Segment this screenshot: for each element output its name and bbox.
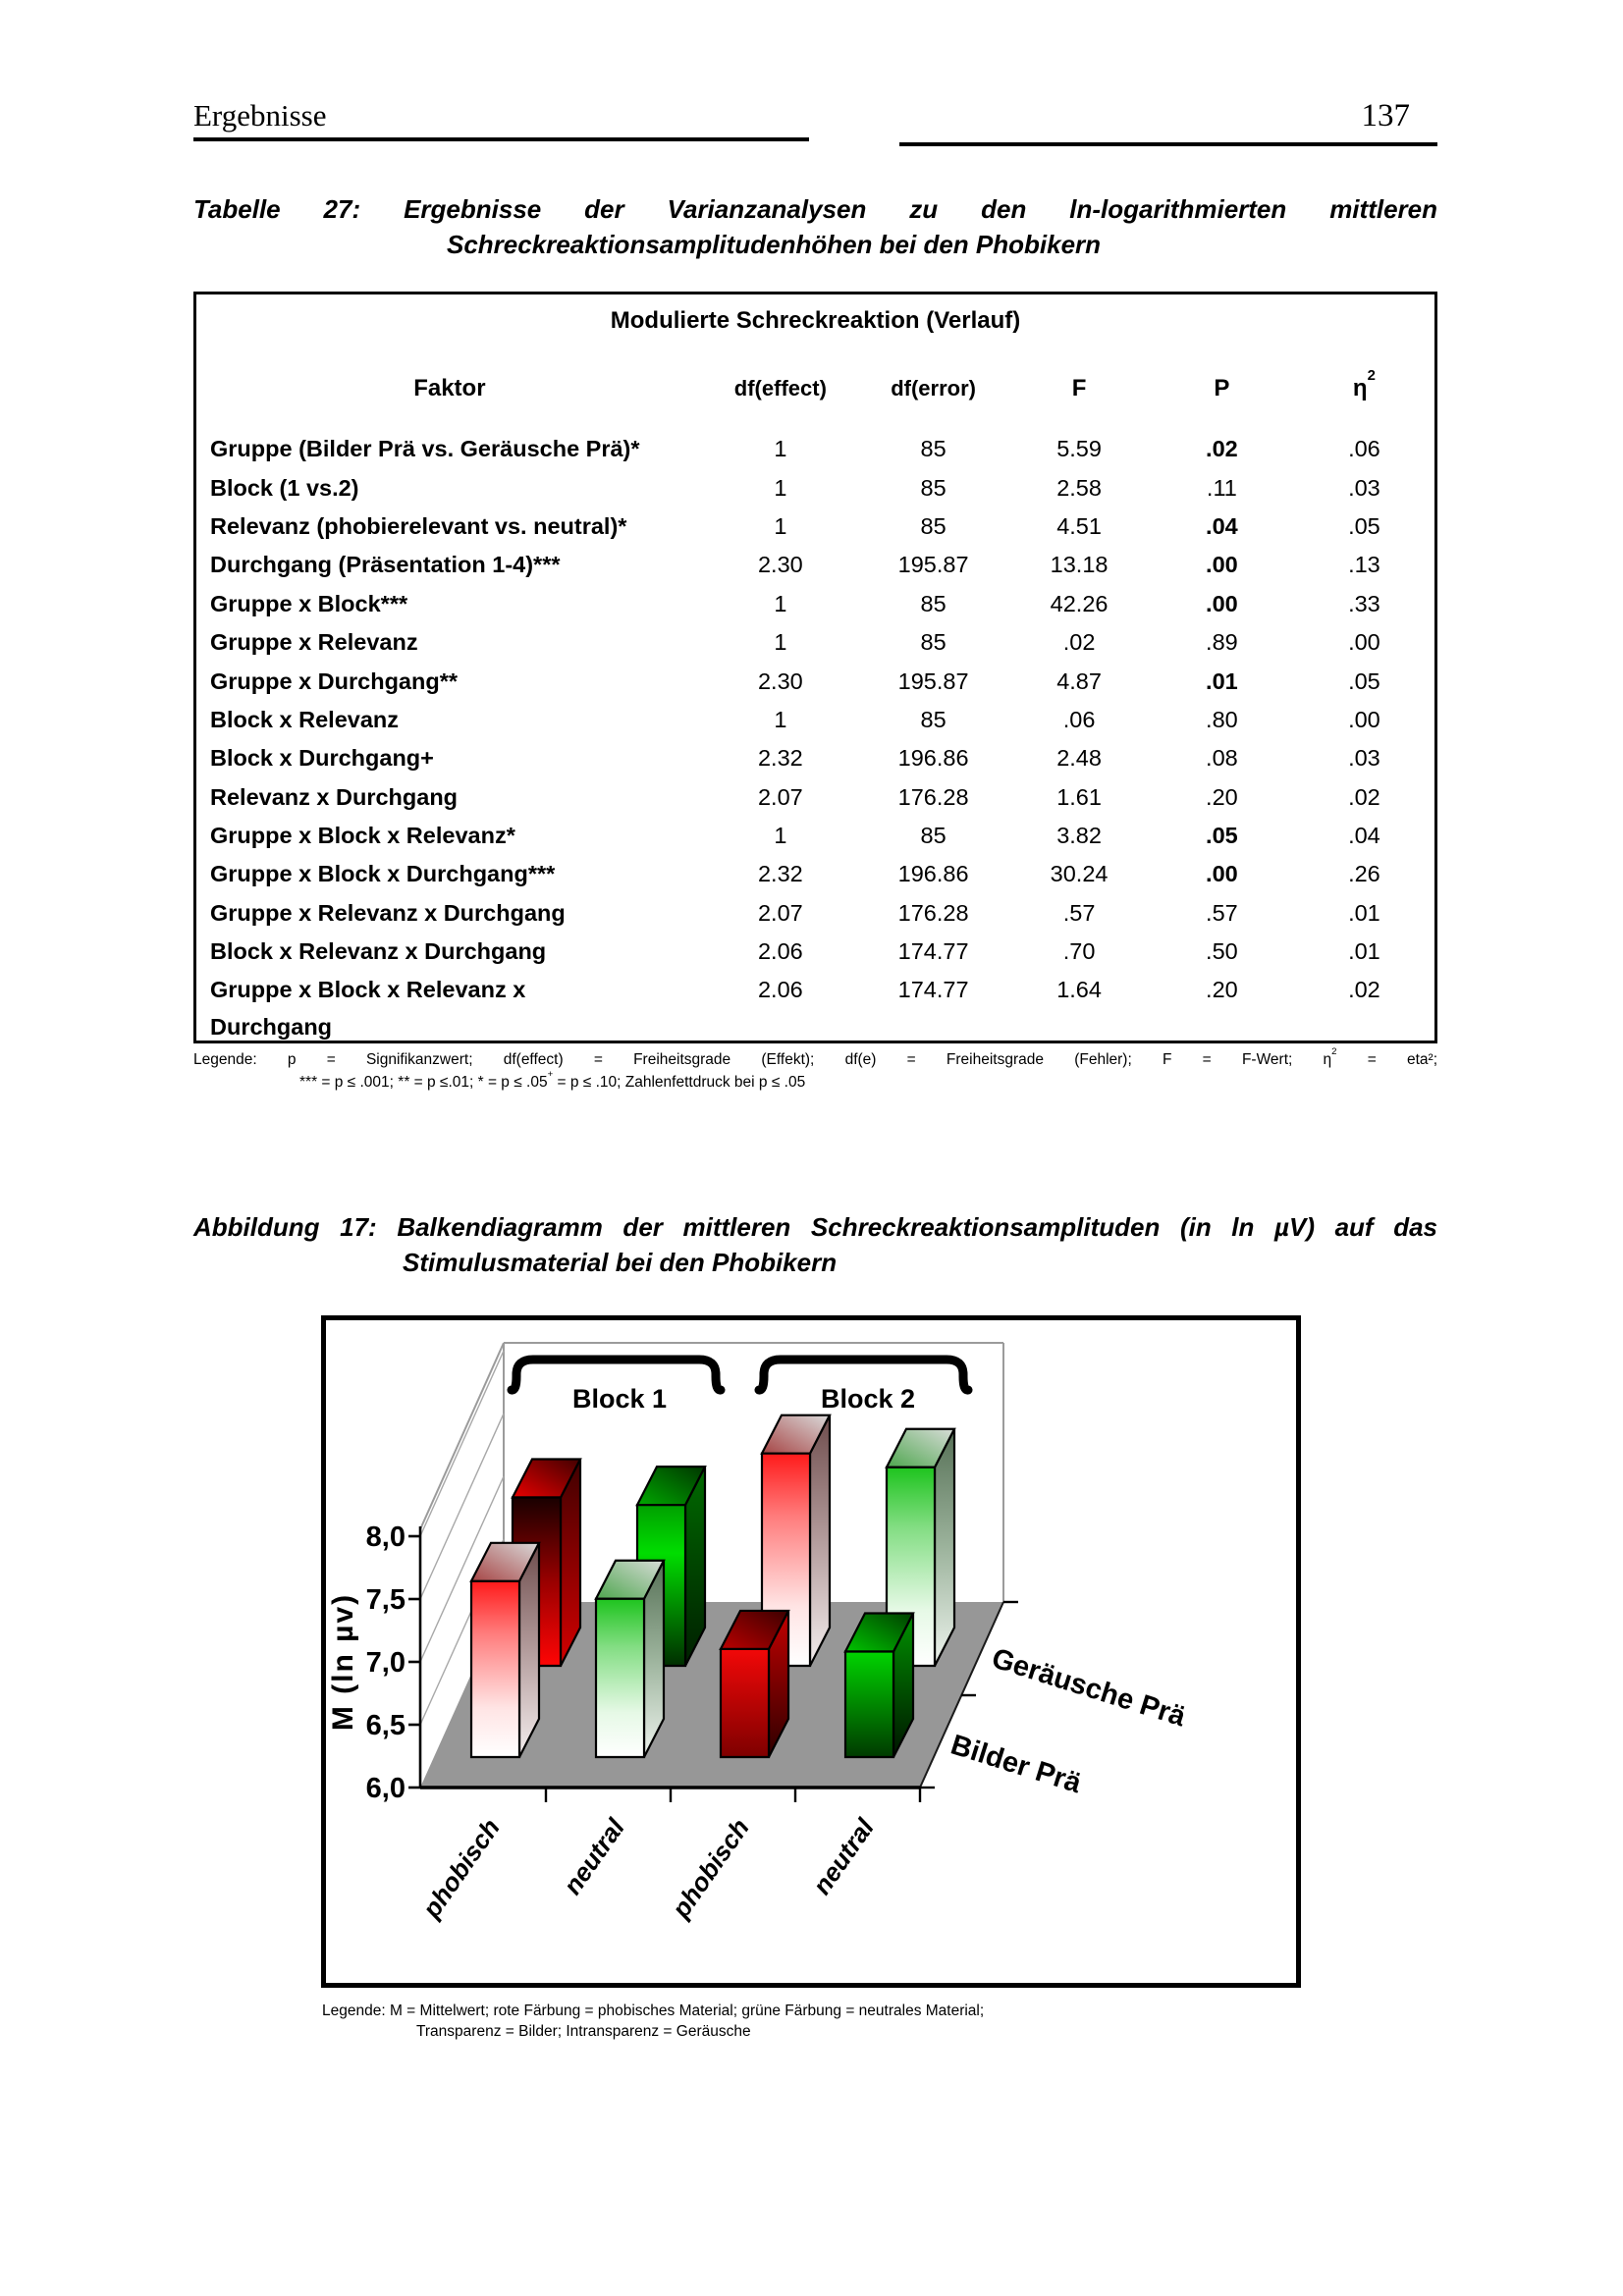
value-cell: 2.06 <box>757 977 803 1003</box>
bar-bilder-prä-neutral-3-face <box>845 1651 893 1757</box>
bar-chart-figure <box>321 1315 1301 1988</box>
block1-label: Block 1 <box>571 1384 668 1414</box>
figure-legend-line2: Transparenz = Bilder; Intransparenz = Geräusche <box>416 2022 751 2040</box>
value-cell: .50 <box>1206 938 1238 965</box>
y-axis <box>408 1526 420 1788</box>
value-cell: 2.32 <box>757 861 803 887</box>
value-cell: .13 <box>1348 552 1380 578</box>
value-cell: 1 <box>774 823 787 849</box>
factor-cell: Block x Relevanz x Durchgang <box>210 938 547 965</box>
running-head <box>193 98 1437 133</box>
table-legend <box>193 1045 1437 1094</box>
table-caption-label: Tabelle 27: <box>193 194 361 224</box>
table-row <box>196 623 1434 662</box>
value-cell: .06 <box>1062 706 1096 732</box>
value-cell: 85 <box>920 512 947 539</box>
value-cell: 1 <box>774 512 787 539</box>
figure-legend <box>322 2002 1402 2042</box>
table-caption-line2: Schreckreaktionsamplitudenhöhen bei den Phobikern <box>447 230 1102 259</box>
value-cell: 1 <box>774 436 787 462</box>
y-tick-8: 8,0 <box>365 1522 406 1553</box>
factor-cell: Gruppe x Block x Durchgang*** <box>210 861 556 887</box>
factor-cell: Gruppe x Durchgang** <box>210 667 459 694</box>
bar-geräusche-prä-phobisch-2-side <box>810 1415 830 1666</box>
value-cell: 2.07 <box>757 899 803 926</box>
value-cell: .05 <box>1206 823 1238 849</box>
value-cell: .04 <box>1348 823 1380 849</box>
table-row <box>196 546 1434 584</box>
y-tick-6-5: 6,5 <box>365 1710 406 1741</box>
value-cell: 4.87 <box>1056 667 1102 694</box>
value-cell: .89 <box>1206 629 1238 656</box>
factor-cell: Block x Relevanz <box>210 706 400 732</box>
value-cell: .57 <box>1062 899 1096 926</box>
x-label-phobisch-1: phobisch <box>416 1813 506 1924</box>
value-cell: 176.28 <box>897 783 969 810</box>
table-row <box>196 778 1434 817</box>
series-label-geraeusche-prae: Geräusche Prä <box>988 1642 1190 1734</box>
factor-cell: Gruppe x Relevanz <box>210 629 418 656</box>
table-row <box>196 430 1434 468</box>
header-rule-segment <box>899 142 1437 146</box>
figure-caption-line1: Abbildung 17: Balkendiagramm der mittleren Schreckreaktionsamplituden (in ln µV) auf das <box>193 1212 1437 1242</box>
value-cell: 1.64 <box>1056 977 1102 1003</box>
value-cell: 1 <box>774 629 787 656</box>
value-cell: 42.26 <box>1050 590 1109 616</box>
anova-table <box>193 292 1437 1043</box>
value-cell: .57 <box>1206 899 1238 926</box>
value-cell: .00 <box>1206 861 1238 887</box>
value-cell: 30.24 <box>1050 861 1109 887</box>
table-row <box>196 507 1434 546</box>
bar-bilder-prä-phobisch-0-face <box>471 1581 519 1757</box>
col-header-factor: Faktor <box>413 374 486 401</box>
value-cell: .03 <box>1348 745 1380 772</box>
value-cell: .01 <box>1348 899 1380 926</box>
table-caption <box>193 192 1437 261</box>
value-cell: .20 <box>1206 783 1238 810</box>
value-cell: .11 <box>1206 474 1237 501</box>
value-cell: 174.77 <box>897 977 969 1003</box>
y-tick-7: 7,0 <box>365 1647 406 1679</box>
value-cell: .00 <box>1348 629 1380 656</box>
table-row <box>196 894 1434 933</box>
value-cell: .03 <box>1348 474 1380 501</box>
value-cell: 2.48 <box>1056 745 1102 772</box>
value-cell: .01 <box>1206 667 1238 694</box>
value-cell: .20 <box>1206 977 1238 1003</box>
value-cell: 2.30 <box>757 667 803 694</box>
value-cell: .33 <box>1348 590 1380 616</box>
value-cell: .00 <box>1206 552 1238 578</box>
anova-table-rows <box>196 430 1434 1043</box>
value-cell: 4.51 <box>1056 512 1102 539</box>
table-row <box>196 468 1434 507</box>
figure-caption-line2: Stimulusmaterial bei den Phobikern <box>403 1248 838 1277</box>
y-axis-label: M (ln µv) <box>327 1592 359 1732</box>
value-cell: .08 <box>1206 745 1238 772</box>
header-rule <box>193 137 809 141</box>
value-cell: 2.32 <box>757 745 803 772</box>
value-cell: 85 <box>920 629 947 656</box>
table-row <box>196 662 1434 700</box>
value-cell: 5.59 <box>1056 436 1102 462</box>
table-row <box>196 585 1434 623</box>
value-cell: 85 <box>920 590 947 616</box>
value-cell: .01 <box>1348 938 1380 965</box>
table-caption-line1: Tabelle 27: Ergebnisse der Varianzanalysen zu den ln-logarithmierten mittleren <box>193 194 1437 224</box>
table-row <box>196 971 1434 1043</box>
figure-caption-label: Abbildung 17: <box>193 1212 377 1242</box>
value-cell: .02 <box>1206 436 1238 462</box>
value-cell: .04 <box>1206 512 1238 539</box>
factor-cell: Relevanz (phobierelevant vs. neutral)* <box>210 512 627 539</box>
factor-cell: Gruppe x Block*** <box>210 590 408 616</box>
value-cell: 176.28 <box>897 899 969 926</box>
value-cell: 2.58 <box>1056 474 1102 501</box>
y-tick-6: 6,0 <box>365 1773 406 1804</box>
figure-caption <box>193 1210 1437 1279</box>
table-row <box>196 933 1434 971</box>
factor-cell: Block x Durchgang+ <box>210 745 434 772</box>
value-cell: .02 <box>1062 629 1096 656</box>
table-row <box>196 855 1434 893</box>
value-cell: 2.30 <box>757 552 803 578</box>
value-cell: 195.87 <box>897 667 969 694</box>
value-cell: 196.86 <box>897 745 969 772</box>
table-row <box>196 701 1434 739</box>
col-header-df-error: df(error) <box>891 375 976 400</box>
factor-cell: Gruppe (Bilder Prä vs. Geräusche Prä)* <box>210 436 640 462</box>
value-cell: 1 <box>774 706 787 732</box>
x-label-neutral-1: neutral <box>557 1813 630 1900</box>
value-cell: 1 <box>774 590 787 616</box>
bar-bilder-prä-neutral-1-face <box>596 1599 644 1757</box>
table-row <box>196 817 1434 855</box>
table-legend-line1: Legende: p = Signifikanzwert; df(effect) = Freiheitsgrade (Effekt); df(e) = Freiheitsgrade (Fehler); F = F-Wert; $\eta^2 = eta^2$; <box>193 1045 1437 1068</box>
value-cell: 85 <box>920 436 947 462</box>
block2-label: Block 2 <box>820 1384 916 1414</box>
col-header-eta2: $\eta^2$ <box>1352 367 1376 401</box>
table-row <box>196 739 1434 777</box>
value-cell: 13.18 <box>1050 552 1109 578</box>
bar-geräusche-prä-neutral-3-side <box>935 1429 954 1666</box>
col-header-df-effect: df(effect) <box>733 375 827 400</box>
factor-cell: Block (1 vs.2) <box>210 474 359 501</box>
value-cell: 85 <box>920 706 947 732</box>
bar-chart-3d <box>326 1320 1296 1983</box>
value-cell: .70 <box>1062 938 1096 965</box>
value-cell: .80 <box>1206 706 1238 732</box>
figure-legend-line1: Legende: M = Mittelwert; rote Färbung = phobisches Material; grüne Färbung = neutrales Material; <box>322 2002 985 2019</box>
factor-cell: Relevanz x Durchgang <box>210 783 459 810</box>
factor-cell: Gruppe x Relevanz x Durchgang <box>210 899 566 926</box>
value-cell: 2.07 <box>757 783 803 810</box>
value-cell: 85 <box>920 823 947 849</box>
series-label-bilder-prae: Bilder Prä <box>947 1729 1085 1800</box>
factor-cell: Gruppe x Block x Relevanz* <box>210 823 515 849</box>
x-label-phobisch-2: phobisch <box>666 1813 755 1924</box>
value-cell: .02 <box>1348 783 1380 810</box>
y-tick-labels <box>366 1522 406 1804</box>
value-cell: 2.06 <box>757 938 803 965</box>
value-cell: 85 <box>920 474 947 501</box>
factor-cell: Durchgang (Präsentation 1-4)*** <box>210 552 561 578</box>
value-cell: .00 <box>1348 706 1380 732</box>
value-cell: 3.82 <box>1056 823 1102 849</box>
page-number: 137 <box>1361 98 1410 133</box>
value-cell: .26 <box>1348 861 1380 887</box>
chapter-title: Ergebnisse <box>193 98 327 133</box>
value-cell: .00 <box>1206 590 1238 616</box>
col-header-p: P <box>1214 374 1230 401</box>
value-cell: 195.87 <box>897 552 969 578</box>
value-cell: .05 <box>1348 512 1380 539</box>
bar-bilder-prä-phobisch-2-face <box>721 1649 769 1757</box>
value-cell: .05 <box>1348 667 1380 694</box>
value-cell: .06 <box>1348 436 1380 462</box>
anova-table-header <box>196 366 1434 410</box>
value-cell: 1.61 <box>1056 783 1102 810</box>
factor-cell: Gruppe x Block x Relevanz x Durchgang <box>210 977 526 1041</box>
anova-table-title: Modulierte Schreckreaktion (Verlauf) <box>610 307 1021 334</box>
y-tick-7-5: 7,5 <box>365 1584 406 1616</box>
value-cell: 196.86 <box>897 861 969 887</box>
col-header-f: F <box>1071 374 1087 401</box>
value-cell: 1 <box>774 474 787 501</box>
value-cell: 174.77 <box>897 938 969 965</box>
value-cell: .02 <box>1348 977 1380 1003</box>
table-legend-line2: *** = p ≤ .001; ** = p ≤.01; * = p ≤ .05+ = p ≤ .10; Zahlenfettdruck bei p ≤ .05 <box>299 1068 806 1091</box>
x-label-neutral-2: neutral <box>806 1813 880 1900</box>
